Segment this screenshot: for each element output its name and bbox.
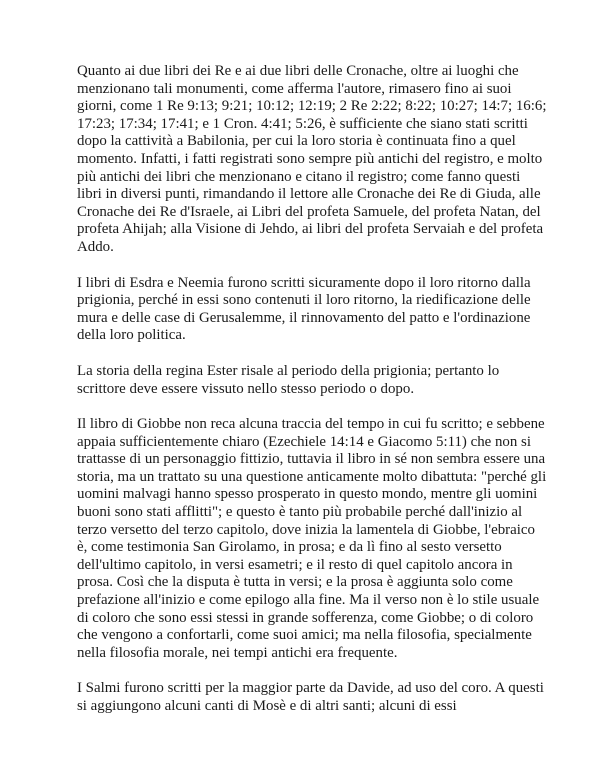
document-page [77,63,547,734]
paragraph-esther: La storia della regina Ester risale al periodo della prigionia; pertanto lo scrittore deve essere vissuto nello stesso periodo o dopo. [77,362,500,397]
paragraph-psalms: I Salmi furono scritti per la maggior parte da Davide, ad uso del coro. A questi si aggiungono alcuni canti di Mosè e di altri santi; alcuni di essi [77,680,544,714]
paragraph-kings-chronicles: Quanto ai due libri dei Re e ai due libri delle Cronache, oltre ai luoghi che menzionano tali monumenti, come afferma l'autore, rimasero fino ai suoi giorni, come 1 Re 9:13; 9:21; 10:12; 12:19; 2 Re 2:22; 8:22; 10:27; 14:7; 16:6; 17:23; 17:34; 17:41; e 1 Cron. 4:41; 5:26, è sufficiente che siano stati scritti dopo la cattività a Babilonia, per cui la loro storia è continuata fino a quel momento. Infatti, i fatti registrati sono sempre più antichi del registro, e molto più antichi dei libri che menzionano e citano il registro; come fanno questi libri in diversi punti, rimandando il lettore alle Cronache dei Re di Giuda, alle Cronache dei Re d'Israele, ai Libri del profeta Samuele, del profeta Natan, del profeta Ahijah; alla Visione di Jehdo, ai libri del profeta Servaiah e del profeta Addo. [77,63,547,255]
paragraph-job: Il libro di Giobbe non reca alcuna traccia del tempo in cui fu scritto; e sebbene appaia sufficientemente chiaro (Ezechiele 14:14 e Giacomo 5:11) che non si trattasse di un personaggio fittizio, tuttavia il libro in sé non sembra essere una storia, ma un trattato su una questione anticamente molto dibattuta: "perché gli uomini malvagi hanno spesso prosperato in questo mondo, mentre gli uomini buoni sono stati afflitti"; e questo è tanto più probabile perché dall'inizio al terzo versetto del terzo capitolo, dove inizia la lamentela di Giobbe, l'ebraico è, come testimonia San Girolamo, in prosa; e da lì fino al sesto versetto dell'ultimo capitolo, in versi esametri; e il resto di quel capitolo ancora in prosa. Così che la disputa è tutta in versi; e la prosa è aggiunta solo come prefazione all'inizio e come epilogo alla fine. Ma il verso non è lo stile usuale di coloro che sono essi stessi in grande sofferenza, come Giobbe; o di coloro che vengono a confortarli, come suoi amici; ma nella filosofia, specialmente nella filosofia morale, nei tempi antichi era frequente. [77,416,547,661]
paragraph-ezra-nehemiah: I libri di Esdra e Neemia furono scritti sicuramente dopo il loro ritorno dalla prigionia, perché in essi sono contenuti il loro ritorno, la riedificazione delle mura e delle case di Gerusalemme, il rinnovamento del patto e l'ordinazione della loro politica. [77,274,531,344]
